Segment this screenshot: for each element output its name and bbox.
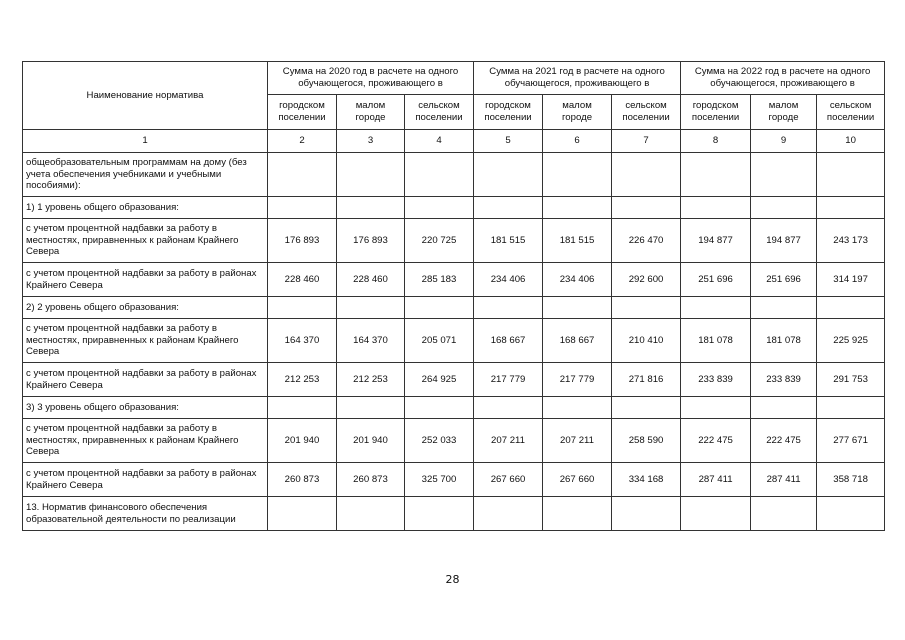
table-cell-value: 285 183 bbox=[405, 263, 474, 297]
table-cell-value bbox=[268, 197, 337, 219]
table-cell-value bbox=[751, 497, 817, 531]
column-number: 1 bbox=[23, 130, 268, 153]
table-cell-value bbox=[405, 197, 474, 219]
row-name: с учетом процентной надбавки за работу в районах Крайнего Севера bbox=[23, 263, 268, 297]
table-cell-value bbox=[405, 153, 474, 197]
table-cell-value: 251 696 bbox=[751, 263, 817, 297]
table-cell-value: 325 700 bbox=[405, 463, 474, 497]
row-name: 3) 3 уровень общего образования: bbox=[23, 397, 268, 419]
table-cell-value bbox=[543, 297, 612, 319]
table-cell-value bbox=[337, 497, 405, 531]
table-cell-value: 201 940 bbox=[337, 419, 405, 463]
table-cell-value bbox=[817, 153, 885, 197]
table-cell-value: 271 816 bbox=[612, 363, 681, 397]
table-cell-value bbox=[268, 153, 337, 197]
row-name: с учетом процентной надбавки за работу в местностях, приравненных к районам Крайнего Севера bbox=[23, 219, 268, 263]
header-urban: городском поселении bbox=[474, 95, 543, 130]
table-row bbox=[23, 363, 885, 397]
table-cell-value: 228 460 bbox=[337, 263, 405, 297]
table-cell-value: 207 211 bbox=[543, 419, 612, 463]
table-cell-value: 243 173 bbox=[817, 219, 885, 263]
row-name: общеобразовательным программам на дому (без учета обеспечения учебниками и учебными пособиями): bbox=[23, 153, 268, 197]
table-cell-value: 267 660 bbox=[543, 463, 612, 497]
table-cell-value: 207 211 bbox=[474, 419, 543, 463]
table-cell-value bbox=[268, 497, 337, 531]
table-cell-value: 233 839 bbox=[681, 363, 751, 397]
column-numbers-row bbox=[23, 130, 885, 153]
header-name-column: Наименование норматива bbox=[23, 62, 268, 130]
table-row bbox=[23, 397, 885, 419]
table-cell-value: 291 753 bbox=[817, 363, 885, 397]
table-cell-value: 201 940 bbox=[268, 419, 337, 463]
column-number: 5 bbox=[474, 130, 543, 153]
table-cell-value: 181 078 bbox=[681, 319, 751, 363]
table-cell-value: 176 893 bbox=[337, 219, 405, 263]
table-cell-value: 292 600 bbox=[612, 263, 681, 297]
column-number: 2 bbox=[268, 130, 337, 153]
table-cell-value bbox=[337, 197, 405, 219]
table-body bbox=[23, 153, 885, 531]
table-cell-value: 234 406 bbox=[474, 263, 543, 297]
table-cell-value: 210 410 bbox=[612, 319, 681, 363]
table-cell-value: 217 779 bbox=[543, 363, 612, 397]
table-cell-value bbox=[681, 297, 751, 319]
table-cell-value bbox=[681, 497, 751, 531]
table-cell-value bbox=[268, 297, 337, 319]
table-cell-value bbox=[405, 297, 474, 319]
table-row bbox=[23, 153, 885, 197]
table-cell-value bbox=[612, 197, 681, 219]
table-cell-value bbox=[612, 153, 681, 197]
table-cell-value bbox=[474, 497, 543, 531]
table-row bbox=[23, 263, 885, 297]
table-cell-value bbox=[612, 397, 681, 419]
page-number: 28 bbox=[445, 573, 460, 586]
table-cell-value: 181 515 bbox=[543, 219, 612, 263]
header-year-2022: Сумма на 2022 год в расчете на одного обучающегося, проживающего в bbox=[681, 62, 885, 95]
column-number: 4 bbox=[405, 130, 474, 153]
table-cell-value: 222 475 bbox=[751, 419, 817, 463]
table-cell-value bbox=[474, 297, 543, 319]
table-cell-value: 164 370 bbox=[337, 319, 405, 363]
header-small-town: малом городе bbox=[337, 95, 405, 130]
table-cell-value bbox=[817, 497, 885, 531]
header-urban: городском поселении bbox=[681, 95, 751, 130]
table-cell-value bbox=[543, 397, 612, 419]
table-cell-value bbox=[751, 397, 817, 419]
table-cell-value: 164 370 bbox=[268, 319, 337, 363]
table-cell-value bbox=[543, 197, 612, 219]
table-cell-value: 222 475 bbox=[681, 419, 751, 463]
table-cell-value: 314 197 bbox=[817, 263, 885, 297]
table-cell-value: 181 515 bbox=[474, 219, 543, 263]
table-cell-value bbox=[751, 297, 817, 319]
table-cell-value bbox=[268, 397, 337, 419]
table-cell-value bbox=[474, 197, 543, 219]
table-row bbox=[23, 197, 885, 219]
table-cell-value: 168 667 bbox=[474, 319, 543, 363]
column-number: 9 bbox=[751, 130, 817, 153]
table-cell-value: 194 877 bbox=[751, 219, 817, 263]
table-cell-value bbox=[543, 153, 612, 197]
table-row bbox=[23, 319, 885, 363]
table-cell-value: 258 590 bbox=[612, 419, 681, 463]
table-cell-value: 226 470 bbox=[612, 219, 681, 263]
table-cell-value: 287 411 bbox=[751, 463, 817, 497]
table-cell-value: 176 893 bbox=[268, 219, 337, 263]
row-name: с учетом процентной надбавки за работу в районах Крайнего Севера bbox=[23, 463, 268, 497]
table-cell-value bbox=[337, 397, 405, 419]
table-cell-value bbox=[337, 153, 405, 197]
column-number: 3 bbox=[337, 130, 405, 153]
header-small-town: малом городе bbox=[751, 95, 817, 130]
table-cell-value: 358 718 bbox=[817, 463, 885, 497]
table-cell-value bbox=[681, 397, 751, 419]
table-cell-value bbox=[681, 197, 751, 219]
row-name: с учетом процентной надбавки за работу в районах Крайнего Севера bbox=[23, 363, 268, 397]
row-name: 13. Норматив финансового обеспечения образовательной деятельности по реализации bbox=[23, 497, 268, 531]
table-cell-value: 234 406 bbox=[543, 263, 612, 297]
table-cell-value: 267 660 bbox=[474, 463, 543, 497]
header-year-2020: Сумма на 2020 год в расчете на одного обучающегося, проживающего в bbox=[268, 62, 474, 95]
table-cell-value: 205 071 bbox=[405, 319, 474, 363]
table-cell-value: 233 839 bbox=[751, 363, 817, 397]
table-cell-value: 228 460 bbox=[268, 263, 337, 297]
table-cell-value bbox=[817, 197, 885, 219]
header-urban: городском поселении bbox=[268, 95, 337, 130]
table-cell-value bbox=[612, 497, 681, 531]
table-cell-value bbox=[751, 153, 817, 197]
header-year-2021: Сумма на 2021 год в расчете на одного обучающегося, проживающего в bbox=[474, 62, 681, 95]
header-rural: сельском поселении bbox=[817, 95, 885, 130]
row-name: 2) 2 уровень общего образования: bbox=[23, 297, 268, 319]
table-cell-value: 220 725 bbox=[405, 219, 474, 263]
table-cell-value: 217 779 bbox=[474, 363, 543, 397]
table-cell-value bbox=[474, 153, 543, 197]
table-row bbox=[23, 219, 885, 263]
column-number: 7 bbox=[612, 130, 681, 153]
row-name: с учетом процентной надбавки за работу в местностях, приравненных к районам Крайнего Севера bbox=[23, 419, 268, 463]
table-cell-value: 181 078 bbox=[751, 319, 817, 363]
table-cell-value bbox=[543, 497, 612, 531]
header-rural: сельском поселении bbox=[405, 95, 474, 130]
table-row bbox=[23, 297, 885, 319]
column-number: 10 bbox=[817, 130, 885, 153]
table-cell-value: 287 411 bbox=[681, 463, 751, 497]
table-cell-value: 212 253 bbox=[337, 363, 405, 397]
row-name: с учетом процентной надбавки за работу в местностях, приравненных к районам Крайнего Севера bbox=[23, 319, 268, 363]
table-cell-value: 194 877 bbox=[681, 219, 751, 263]
normative-table bbox=[22, 61, 885, 531]
header-rural: сельском поселении bbox=[612, 95, 681, 130]
table-cell-value bbox=[474, 397, 543, 419]
table-cell-value: 225 925 bbox=[817, 319, 885, 363]
table-cell-value: 212 253 bbox=[268, 363, 337, 397]
table-cell-value: 260 873 bbox=[337, 463, 405, 497]
column-number: 6 bbox=[543, 130, 612, 153]
table-cell-value: 252 033 bbox=[405, 419, 474, 463]
table-cell-value bbox=[405, 397, 474, 419]
table-cell-value: 264 925 bbox=[405, 363, 474, 397]
table-cell-value bbox=[681, 153, 751, 197]
table-cell-value bbox=[817, 397, 885, 419]
column-number: 8 bbox=[681, 130, 751, 153]
table-row bbox=[23, 463, 885, 497]
table-cell-value bbox=[817, 297, 885, 319]
row-name: 1) 1 уровень общего образования: bbox=[23, 197, 268, 219]
table-cell-value: 168 667 bbox=[543, 319, 612, 363]
table-cell-value bbox=[405, 497, 474, 531]
table-cell-value: 277 671 bbox=[817, 419, 885, 463]
table-cell-value bbox=[612, 297, 681, 319]
table-cell-value bbox=[337, 297, 405, 319]
header-small-town: малом городе bbox=[543, 95, 612, 130]
table-cell-value: 260 873 bbox=[268, 463, 337, 497]
table-cell-value: 334 168 bbox=[612, 463, 681, 497]
table-cell-value bbox=[751, 197, 817, 219]
table-row bbox=[23, 419, 885, 463]
table-cell-value: 251 696 bbox=[681, 263, 751, 297]
table-row bbox=[23, 497, 885, 531]
